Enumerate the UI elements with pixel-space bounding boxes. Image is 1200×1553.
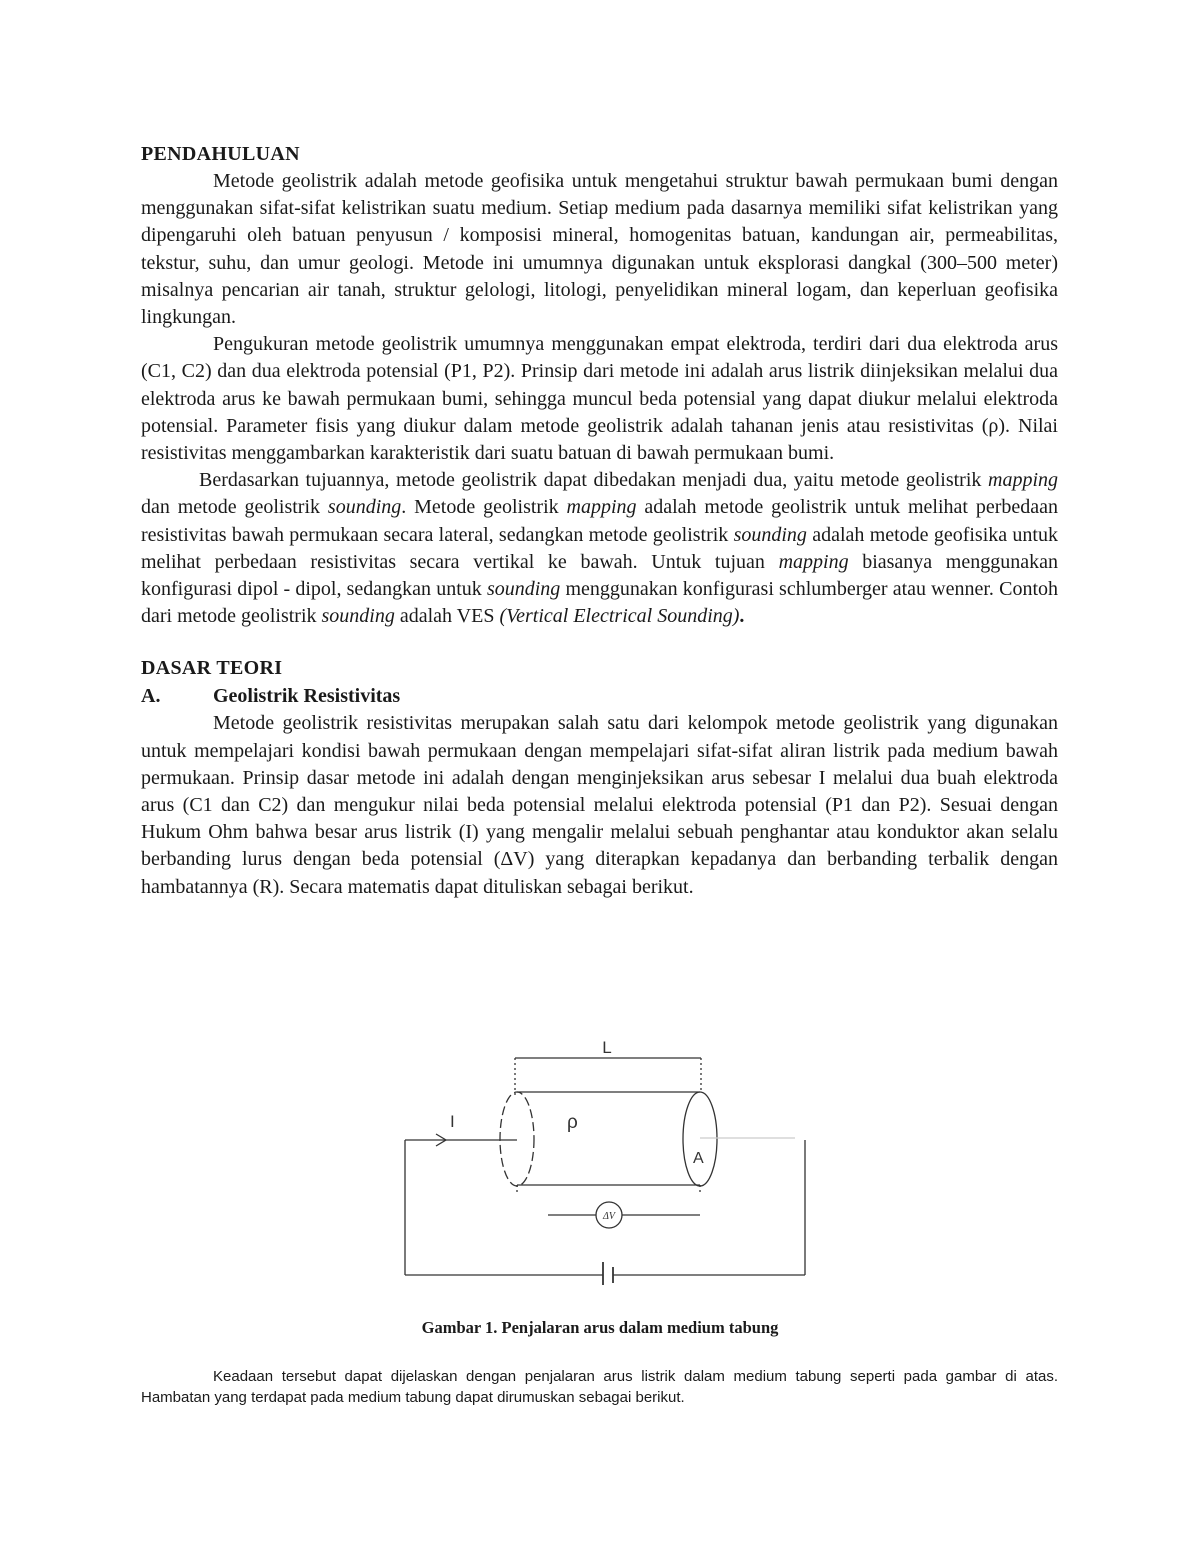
text-run: biasanya menggunakan konfigurasi dipol - dipol, sedangkan untuk xyxy=(141,550,1058,601)
theory-paragraph-1: Metode geolistrik resistivitas merupakan salah satu dari kelompok metode geolistrik yang digunakan untuk mempelajari kondisi bawah permukaan dengan mempelajari sifat-sifat aliran listrik pada medium bawah permukaan. Prinsip dasar metode ini adalah dengan menginjeksikan arus sebesar I melalui dua buah elektroda arus (C1 dan C2) dan mengukur nilai beda potensial melalui elektroda potensial (P1 dan P2). Sesuai dengan Hukum Ohm bahwa besar arus listrik (I) yang mengalir melalui sebuah penghantar atau konduktor akan selalu berbanding lurus dengan beda potensial (ΔV) yang diterapkan kepadanya dan berbanding terbalik dengan hambatannya (R). Secara matematis dapat dituliskan sebagai berikut. xyxy=(141,712,1058,898)
cylinder-left-face xyxy=(500,1092,534,1186)
subsection-title: Geolistrik Resistivitas xyxy=(213,685,401,708)
label-length: L xyxy=(602,1038,612,1057)
subsection-number: A. xyxy=(141,685,161,708)
section-heading-intro: PENDAHULUAN xyxy=(141,143,300,165)
label-resistivity: ρ xyxy=(567,1112,578,1133)
intro-paragraph-1: Metode geolistrik adalah metode geofisika untuk mengetahui struktur bawah permukaan bumi dengan menggunakan sifat-sifat kelistrikan suatu medium. Setiap medium pada dasarnya memiliki sifat kelistrikan yang dipengaruhi oleh batuan penyusun / komposisi mineral, homogenitas batuan, kandungan air, permeabilitas, tekstur, suhu, dan umur geologi. Metode ini umumnya digunakan untuk eksplorasi dangkal (300–500 meter) misalnya pencarian air tanah, struktur gelologi, litologi, penyelidikan mineral logam, dan keperluan geofisika lingkungan. xyxy=(141,170,1058,329)
label-current: I xyxy=(450,1112,455,1131)
after-figure-text: Keadaan tersebut dapat dijelaskan dengan penjalaran arus listrik dalam medium tabung seperti pada gambar di atas. Hambatan yang terdapat pada medium tabung dapat dirumuskan sebagai berikut. xyxy=(141,1368,1058,1406)
label-area: A xyxy=(693,1150,704,1167)
italic-term: sounding xyxy=(733,523,807,546)
text-run: dan metode geolistrik xyxy=(141,496,328,519)
italic-term: sounding xyxy=(321,605,395,628)
main-text xyxy=(141,140,1058,901)
text-run: adalah metode geofisika untuk melihat perbedaan resistivitas secara vertikal ke bawah. Untuk tujuan xyxy=(141,523,1058,573)
spacer xyxy=(141,630,1058,654)
italic-term: mapping xyxy=(778,550,849,573)
section-heading-theory: DASAR TEORI xyxy=(141,657,283,680)
text-run: . Metode geolistrik xyxy=(401,496,567,519)
tube-current-diagram xyxy=(400,1035,810,1285)
text-run: adalah VES xyxy=(394,605,500,628)
italic-term: mapping xyxy=(566,496,637,519)
figure-caption: Gambar 1. Penjalaran arus dalam medium tabung xyxy=(421,1318,779,1337)
italic-term: (Vertical Electrical Sounding) xyxy=(499,605,740,628)
text-run: . xyxy=(739,605,745,628)
text-run: adalah metode geolistrik untuk melihat perbedaan resistivitas bawah permukaan secara lateral, sedangkan metode geolistrik xyxy=(141,496,1059,546)
italic-term: sounding xyxy=(486,578,561,601)
text-run: Berdasarkan tujuannya, metode geolistrik dapat dibedakan menjadi dua, yaitu metode geolistrik xyxy=(199,469,988,492)
italic-term: sounding xyxy=(327,496,402,519)
italic-term: mapping xyxy=(988,469,1058,492)
label-voltage: ΔV xyxy=(603,1211,615,1222)
after-figure-paragraph xyxy=(141,1366,1058,1408)
intro-paragraph-3 xyxy=(141,467,1058,630)
subsection-heading xyxy=(141,682,1058,710)
text-run: menggunakan konfigurasi schlumberger atau wenner. Contoh dari metode geolistrik xyxy=(141,578,1058,628)
intro-paragraph-2: Pengukuran metode geolistrik umumnya menggunakan empat elektroda, terdiri dari dua elektroda arus (C1, C2) dan dua elektroda potensial (P1, P2). Prinsip dari metode ini adalah arus listrik diinjeksikan melalui dua elektroda arus ke bawah permukaan bumi, sehingga muncul beda potensial yang dapat diukur melalui elektroda potensial. Parameter fisis yang diukur dalam metode geolistrik adalah tahanan jenis atau resistivitas (ρ). Nilai resistivitas menggambarkan karakteristik dari suatu batuan di bawah permukaan bumi. xyxy=(141,333,1058,465)
cylinder-right-face xyxy=(683,1092,717,1186)
